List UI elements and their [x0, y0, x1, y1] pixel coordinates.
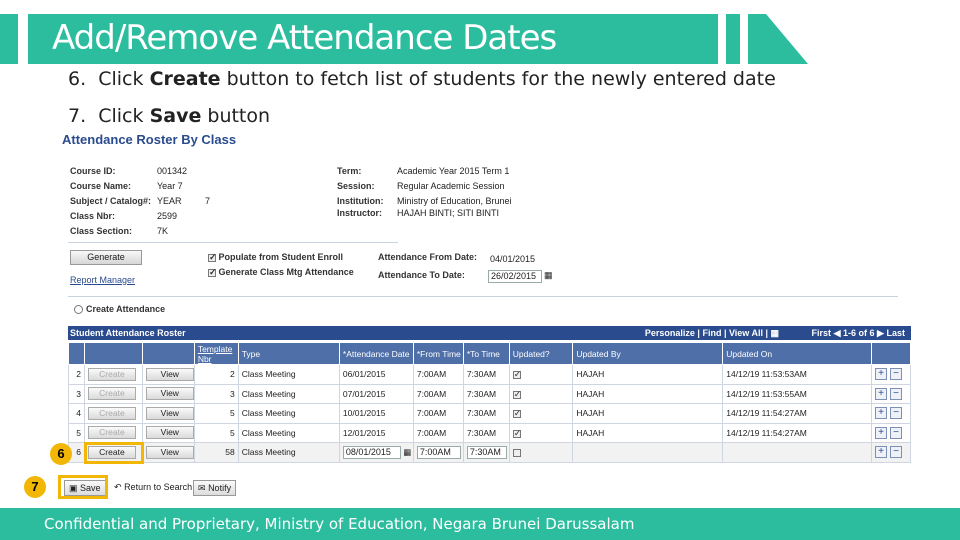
type: Class Meeting [238, 365, 339, 385]
divider [68, 242, 398, 243]
view-button[interactable]: View [146, 407, 194, 420]
header-accent-bar [0, 14, 18, 64]
instruction-text: button to fetch list of students for the newly entered date [220, 68, 776, 90]
attendance-date-input[interactable]: 08/01/2015 [343, 446, 401, 459]
col-from-time[interactable]: *From Time [413, 343, 463, 365]
updated-on: 14/12/19 11:53:53AM [723, 365, 872, 385]
updated-checkbox [513, 391, 521, 399]
row-number: 2 [69, 365, 85, 385]
attendance-date: 07/01/2015 [339, 384, 413, 404]
updated-checkbox [513, 371, 521, 379]
to-date-input[interactable]: 26/02/2015 [488, 270, 542, 283]
updated-checkbox [513, 410, 521, 418]
populate-label: Populate from Student Enroll [218, 252, 344, 262]
type: Class Meeting [238, 443, 339, 463]
notify-button[interactable] [193, 480, 236, 496]
create-button: Create [88, 387, 136, 400]
from-date-label: Attendance From Date: [378, 252, 478, 262]
template-nbr: 2 [194, 365, 238, 385]
row-actions [872, 384, 911, 404]
create-attendance-option[interactable] [74, 304, 165, 314]
from-time: 7:00AM [413, 404, 463, 424]
delete-row-icon[interactable]: − [890, 388, 902, 400]
create-cell [84, 404, 142, 424]
updated-by [573, 443, 723, 463]
updated-by: HAJAH [573, 423, 723, 443]
session-label: Session: [337, 181, 375, 191]
create-button[interactable]: Create [88, 446, 136, 459]
grid-title: Student Attendance Roster [70, 328, 186, 338]
updated-cell [509, 443, 573, 463]
from-time-cell [413, 443, 463, 463]
table-row [69, 365, 911, 385]
row-actions [872, 404, 911, 424]
step-7-badge: 7 [24, 476, 46, 498]
instruction-6 [68, 68, 776, 90]
table-row [69, 384, 911, 404]
class-section-value: 7K [157, 226, 169, 236]
view-cell [142, 404, 194, 424]
template-nbr: 5 [194, 423, 238, 443]
col-updated[interactable]: Updated? [509, 343, 573, 365]
updated-on: 14/12/19 11:53:55AM [723, 384, 872, 404]
session-value: Regular Academic Session [397, 181, 505, 191]
type: Class Meeting [238, 384, 339, 404]
prev-icon[interactable]: ◀ [833, 328, 841, 338]
to-time: 7:30AM [463, 404, 509, 424]
template-nbr: 3 [194, 384, 238, 404]
col-attendance-date[interactable]: *Attendance Date [339, 343, 413, 365]
updated-by: HAJAH [573, 404, 723, 424]
grid-icon[interactable]: ▦ [770, 328, 780, 338]
calendar-icon[interactable]: ▦ [403, 446, 412, 457]
term-value: Academic Year 2015 Term 1 [397, 166, 510, 176]
attendance-date: 10/01/2015 [339, 404, 413, 424]
col-updated-on[interactable]: Updated On [723, 343, 872, 365]
row-number: 3 [69, 384, 85, 404]
header-wedge [748, 14, 808, 64]
last-link[interactable]: Last [886, 328, 905, 338]
updated-by: HAJAH [573, 384, 723, 404]
generate-button[interactable]: Generate [70, 250, 142, 265]
delete-row-icon[interactable]: − [890, 368, 902, 380]
updated-cell [509, 423, 573, 443]
updated-cell [509, 404, 573, 424]
row-actions [872, 365, 911, 385]
class-section-label: Class Section: [70, 226, 133, 236]
subject-value: YEAR [157, 196, 182, 206]
term-label: Term: [337, 166, 362, 176]
report-manager-link[interactable]: Report Manager [70, 275, 136, 285]
updated-checkbox [513, 430, 521, 438]
instruction-number: 7. [68, 105, 87, 127]
from-date-value: 04/01/2015 [490, 254, 536, 264]
view-cell [142, 423, 194, 443]
updated-cell [509, 365, 573, 385]
col-actions [872, 343, 911, 365]
populate-checkbox[interactable] [208, 254, 216, 262]
create-cell [84, 365, 142, 385]
updated-checkbox [513, 449, 521, 457]
template-nbr: 58 [194, 443, 238, 463]
generate-mtg-checkbox[interactable] [208, 269, 216, 277]
view-button[interactable]: View [146, 426, 194, 439]
to-time: 7:30AM [463, 365, 509, 385]
to-date-label: Attendance To Date: [378, 270, 465, 280]
instruction-bold: Save [149, 105, 202, 127]
add-row-icon[interactable]: + [875, 368, 887, 380]
from-time: 7:00AM [413, 365, 463, 385]
instruction-bold: Create [149, 68, 221, 90]
divider [68, 296, 898, 297]
from-time-input[interactable]: 7:00AM [417, 446, 461, 459]
add-row-icon[interactable]: + [875, 407, 887, 419]
calendar-icon[interactable]: ▦ [544, 270, 553, 280]
save-highlight-box [58, 475, 108, 499]
create-attendance-label: Create Attendance [86, 304, 166, 314]
grid-nav-links[interactable]: Personalize | Find | View All | [644, 328, 768, 338]
attendance-date: 06/01/2015 [339, 365, 413, 385]
view-button[interactable]: View [146, 368, 194, 381]
attendance-date: 12/01/2015 [339, 423, 413, 443]
header-stripe [726, 14, 740, 64]
row-range: 1-6 of 6 [843, 328, 875, 338]
save-label: Save [80, 483, 101, 493]
notify-label: Notify [208, 483, 232, 493]
type: Class Meeting [238, 423, 339, 443]
attendance-date-cell [339, 443, 413, 463]
institution-label: Institution: [337, 196, 384, 206]
save-icon: ▣ [69, 483, 78, 493]
catalog-value: 7 [205, 196, 211, 206]
to-time: 7:30AM [463, 423, 509, 443]
institution-value: Ministry of Education, Brunei [397, 196, 512, 206]
instruction-text: Click [98, 105, 150, 127]
row-number: 6 [69, 443, 85, 463]
instructor-value: HAJAH BINTI; SITI BINTI [397, 208, 500, 218]
col-type[interactable]: Type [238, 343, 339, 365]
delete-row-icon[interactable]: − [890, 427, 902, 439]
create-attendance-radio[interactable] [74, 305, 83, 314]
to-time: 7:30AM [463, 384, 509, 404]
populate-option [208, 252, 343, 262]
view-button[interactable]: View [146, 387, 194, 400]
col-template-nbr[interactable]: Template Nbr [194, 343, 238, 365]
return-label: Return to Search [124, 482, 193, 492]
col-updated-by[interactable]: Updated By [573, 343, 723, 365]
slide-title: Add/Remove Attendance Dates [52, 18, 557, 58]
class-nbr-label: Class Nbr: [70, 211, 116, 221]
instruction-text: button [201, 105, 271, 127]
delete-row-icon[interactable]: − [890, 446, 902, 458]
class-nbr-value: 2599 [157, 211, 178, 221]
instruction-text: Click [98, 68, 150, 90]
instruction-7 [68, 105, 270, 127]
step-6-badge: 6 [50, 443, 72, 465]
add-row-icon[interactable]: + [875, 446, 887, 458]
course-id-label: Course ID: [70, 166, 116, 176]
generate-mtg-label: Generate Class Mtg Attendance [218, 267, 354, 277]
to-time-cell [463, 443, 509, 463]
add-row-icon[interactable]: + [875, 388, 887, 400]
first-link[interactable]: First [811, 328, 832, 338]
return-icon: ↶ [114, 482, 122, 492]
view-cell [142, 443, 194, 463]
from-time: 7:00AM [413, 423, 463, 443]
create-highlight-box [84, 442, 144, 464]
updated-cell [509, 384, 573, 404]
attendance-grid [68, 342, 911, 463]
generate-mtg-option [208, 267, 354, 277]
template-nbr: 5 [194, 404, 238, 424]
view-cell [142, 365, 194, 385]
course-id-value: 001342 [157, 166, 188, 176]
notify-icon: ✉ [198, 483, 206, 493]
grid-navigation [645, 326, 905, 340]
delete-row-icon[interactable]: − [890, 407, 902, 419]
grid-column-headers [69, 343, 911, 365]
page-title: Attendance Roster By Class [62, 132, 237, 147]
view-button[interactable]: View [146, 446, 194, 459]
col-view [142, 343, 194, 365]
create-cell [84, 384, 142, 404]
create-button: Create [88, 407, 136, 420]
updated-on: 14/12/19 11:54:27AM [723, 423, 872, 443]
footer: Confidential and Proprietary, Ministry of Education, Negara Brunei Darussalam [0, 508, 960, 540]
instructor-label: Instructor: [337, 208, 382, 218]
grid-header [68, 326, 911, 340]
col-create [84, 343, 142, 365]
instruction-number: 6. [68, 68, 87, 90]
view-cell [142, 384, 194, 404]
create-button: Create [88, 368, 136, 381]
updated-on [723, 443, 872, 463]
course-name-label: Course Name: [70, 181, 132, 191]
row-number: 5 [69, 423, 85, 443]
next-icon[interactable]: ▶ [877, 328, 884, 338]
col-rownum [69, 343, 85, 365]
row-actions [872, 423, 911, 443]
table-row [69, 443, 911, 463]
type: Class Meeting [238, 404, 339, 424]
row-actions [872, 443, 911, 463]
add-row-icon[interactable]: + [875, 427, 887, 439]
create-cell [84, 423, 142, 443]
course-name-value: Year 7 [157, 181, 183, 191]
return-to-search-button[interactable] [110, 480, 196, 496]
create-button: Create [88, 426, 136, 439]
attendance-roster-screen [60, 130, 920, 500]
table-row [69, 423, 911, 443]
updated-by: HAJAH [573, 365, 723, 385]
table-row [69, 404, 911, 424]
subject-catalog-label: Subject / Catalog#: [70, 196, 152, 206]
row-number: 4 [69, 404, 85, 424]
updated-on: 14/12/19 11:54:27AM [723, 404, 872, 424]
to-time-input[interactable]: 7:30AM [467, 446, 507, 459]
from-time: 7:00AM [413, 384, 463, 404]
col-to-time[interactable]: *To Time [463, 343, 509, 365]
